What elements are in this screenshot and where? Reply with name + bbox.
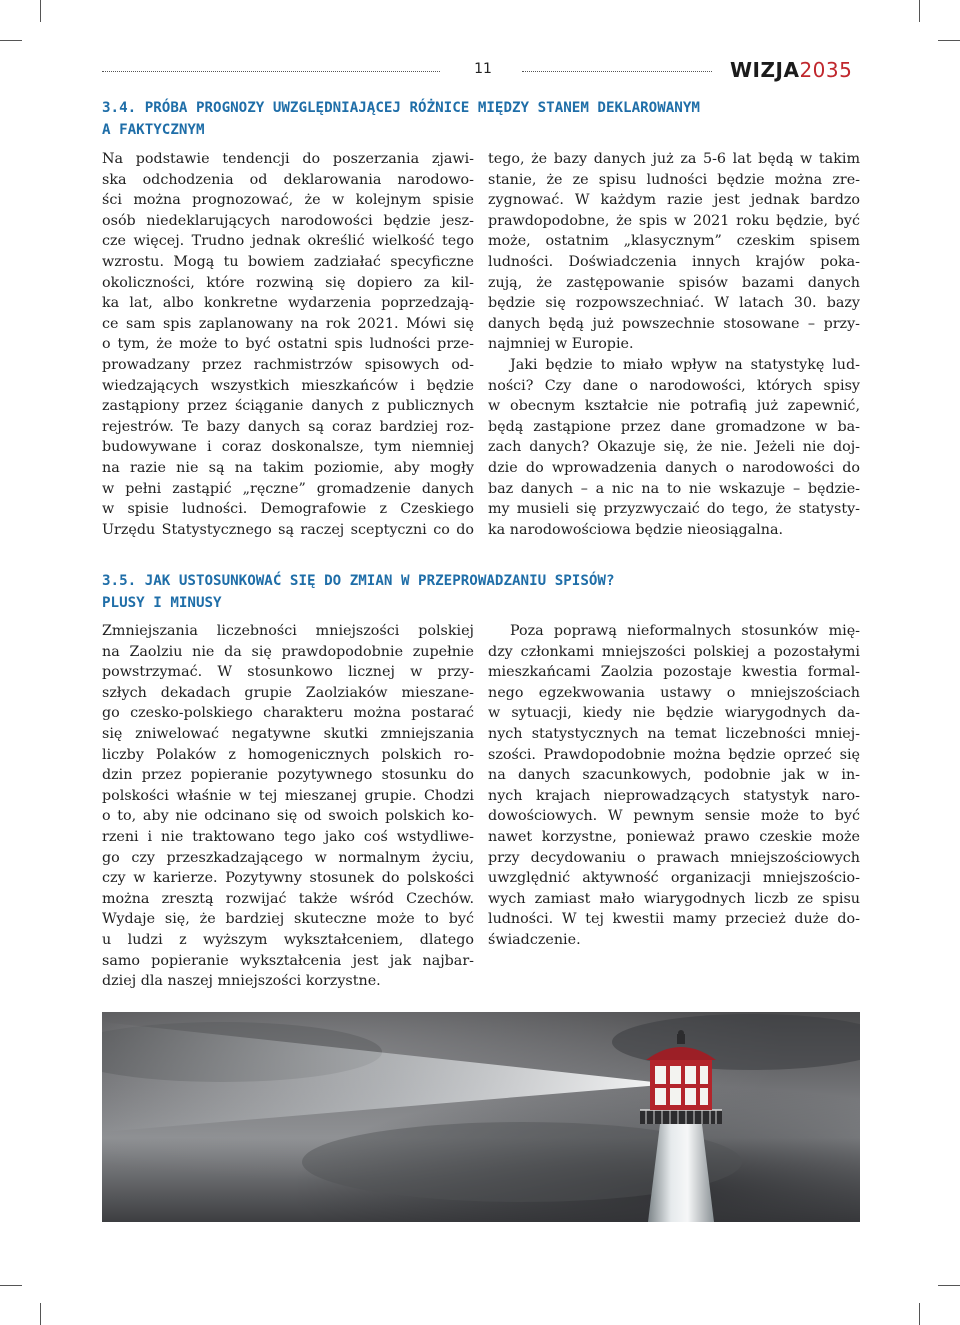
page-number: 11 bbox=[474, 61, 492, 77]
text-line: my musieli się przyzwyczaić do tego, że statysty- bbox=[488, 501, 860, 518]
text-line: nego egzekwowania ustawy o mniejszościach bbox=[488, 684, 860, 701]
text-line: samo popieranie wykształcenia jest jak najbar- bbox=[102, 952, 474, 969]
crop-mark bbox=[40, 1303, 41, 1325]
text-line: można zresztą rozwijać także wśród Czechów. bbox=[102, 890, 474, 907]
text-line: wiedzających wszystkich mieszkańców i będzie bbox=[102, 377, 474, 394]
crop-mark bbox=[0, 40, 22, 41]
crop-mark bbox=[938, 40, 960, 41]
text-line: Poza poprawą nieformalnych stosunków mię- bbox=[510, 623, 860, 639]
text-line: na Zaolziu nie da się prawdopodobnie zupełnie bbox=[102, 643, 474, 660]
text-line: go czy przeszkadzającego w normalnym życiu, bbox=[102, 849, 474, 866]
logo-primary: WIZJA bbox=[730, 58, 800, 82]
text-line: ka narodowościowa będzie nieosiągalna. bbox=[488, 521, 784, 538]
text-line: budowywane i coraz doskonalsze, tym niemniej bbox=[102, 439, 474, 456]
text-line: na danych szacunkowych, podobnie jak w in- bbox=[488, 767, 860, 784]
text-line: Wydaje się, że bardziej skuteczne może to być bbox=[102, 911, 474, 928]
header-dotted-rule bbox=[522, 71, 712, 72]
text-line: może, ostatnim „klasycznym” czeskim spisem bbox=[488, 233, 860, 250]
text-line: dzy członkami mniejszości polskiej a pozostałymi bbox=[488, 643, 860, 660]
text-line: dziej dla naszej mniejszości korzystne. bbox=[102, 973, 381, 990]
text-line: Jaki będzie to miało wpływ na statystykę lud- bbox=[510, 356, 860, 373]
text-line: o to, aby nie odcinano się od swoich polskich ko- bbox=[102, 808, 474, 825]
text-line: się zniwelować negatywne skutki zmniejszania bbox=[102, 725, 474, 742]
text-line: wzrostu. Mogą tu bowiem zadziałać specyficzne bbox=[102, 253, 474, 270]
text-line: Na podstawie tendencji do poszerzania zjawi- bbox=[102, 151, 474, 167]
crop-mark bbox=[0, 1285, 22, 1286]
page-header bbox=[102, 58, 860, 84]
text-line: ności? Czy dane o narodowości, których spisy bbox=[488, 377, 860, 394]
text-line: szłych dekadach grupie Zaolziaków mieszane- bbox=[102, 684, 474, 701]
text-line: w spisie ludności. Demografowie z Czeskiego bbox=[102, 501, 474, 518]
text-line: Zmniejszania liczebności mniejszości polskiej bbox=[102, 623, 474, 639]
crop-mark bbox=[938, 1285, 960, 1286]
text-line: mieszkańcami Zaolzia pozostaje kwestia formal- bbox=[488, 664, 860, 681]
text-line: najmniej w Europie. bbox=[488, 336, 634, 353]
title-line: 3.4. PRÓBA PROGNOZY UWZGLĘDNIAJĄCEJ RÓŻNICE MIĘDZY STANEM DEKLAROWANYM bbox=[102, 100, 700, 116]
text-line: dowościowych. W pewnym sensie może to być bbox=[488, 808, 860, 825]
text-line: będą zastąpione przez dane gromadzone w ba- bbox=[488, 418, 860, 435]
text-line: uwzględnić aktywność organizacji mniejszościo- bbox=[488, 870, 860, 887]
text-line: baz danych – a nic na to nie wskazuje – będzie- bbox=[488, 480, 860, 497]
text-line: ludności. W tej kwestii mamy przecież duże do- bbox=[488, 911, 860, 928]
text-line: u ludzi z wyższym wykształceniem, dlatego bbox=[102, 931, 474, 948]
text-line: ka lat, albo konkretne wydarzenia poprzedzają- bbox=[102, 295, 474, 312]
text-line: nych krajach nieprowadzących statystyk naro- bbox=[488, 787, 860, 804]
text-line: czy w karierze. Pozytywny stosunek do polskości bbox=[102, 870, 474, 887]
section-title-3-5 bbox=[102, 570, 860, 614]
section-3-5-column-right bbox=[488, 621, 860, 951]
text-line: ska odchodzenia od deklarowania narodowo- bbox=[102, 171, 474, 188]
text-line: nych statystycznych na temat liczebności mniej- bbox=[488, 725, 860, 742]
text-line: okoliczności, które rozwiną się dopiero za kil- bbox=[102, 274, 474, 291]
text-line: powstrzymać. W stosunkowo licznej w przy- bbox=[102, 664, 474, 681]
section-3-5-column-left bbox=[102, 621, 474, 992]
text-line: go czesko-polskiego charakteru można postarać bbox=[102, 705, 474, 722]
section-3-4-column-left bbox=[102, 149, 474, 540]
text-line: zastąpiony przez ściąganie danych z publicznych bbox=[102, 398, 474, 415]
lighthouse-photo bbox=[102, 1012, 860, 1222]
section-3-4-column-right bbox=[488, 149, 860, 540]
text-line: przy decydowaniu o prawach mniejszościowych bbox=[488, 849, 860, 866]
text-line: rzeni i nie traktowano tego jako coś wstydliwe- bbox=[102, 828, 474, 845]
text-line: zują, że zastępowanie spisów bazami danych bbox=[488, 274, 860, 291]
text-line: w sytuacji, kiedy nie będzie wiarygodnych da- bbox=[488, 705, 860, 722]
title-line: A FAKTYCZNYM bbox=[102, 122, 205, 138]
text-line: o tym, że może to być ostatni spis ludności prze- bbox=[102, 336, 474, 353]
logo-secondary: 2035 bbox=[799, 58, 853, 82]
text-line: ce sam spis zaplanowany na rok 2021. Mówi się bbox=[102, 315, 474, 332]
crop-mark bbox=[40, 0, 41, 22]
text-line: polskości właśnie w tej mieszanej grupie. Chodzi bbox=[102, 787, 474, 804]
title-line: 3.5. JAK USTOSUNKOWAĆ SIĘ DO ZMIAN W PRZEPROWADZANIU SPISÓW? bbox=[102, 573, 615, 589]
text-line: tego, że bazy danych już za 5-6 lat będą w takim bbox=[488, 151, 860, 167]
wizja-logo bbox=[730, 58, 852, 84]
text-line: ludności. Doświadczenia innych krajów poka- bbox=[488, 253, 860, 270]
section-title-3-4 bbox=[102, 97, 860, 141]
text-line: na razie nie są na takim poziomie, aby mogły bbox=[102, 459, 474, 476]
header-dotted-rule bbox=[102, 71, 440, 72]
text-line: w pełni zastąpić „ręczne” gromadzenie danych bbox=[102, 480, 474, 497]
lighthouse-icon bbox=[102, 1012, 860, 1222]
text-line: będzie się rozpowszechniać. W latach 30. bazy bbox=[488, 295, 860, 312]
text-line: danych będą już powszechnie stosowane – przy- bbox=[488, 315, 860, 332]
text-line: nawet korzystne, ponieważ prawo czeskie może bbox=[488, 828, 860, 845]
text-line: zygnować. W każdym razie jest jednak bardzo bbox=[488, 192, 860, 209]
text-line: osób niedeklarujących narodowości będzie jesz- bbox=[102, 212, 474, 229]
text-line: prawdopodobne, że spis w 2021 roku będzie, być bbox=[488, 212, 860, 229]
crop-mark bbox=[919, 1303, 920, 1325]
text-line: prowadzany przez rachmistrzów spisowych od- bbox=[102, 356, 474, 373]
text-line: stanie, że ze spisu ludności będzie można zre- bbox=[488, 171, 860, 188]
text-line: wych zamiast mało wiarygodnych liczb ze spisu bbox=[488, 890, 860, 907]
text-line: dzie do wprowadzenia danych o narodowości do bbox=[488, 459, 860, 476]
text-line: świadczenie. bbox=[488, 931, 581, 948]
text-line: w obecnym kształcie nie potrafią już zapewnić, bbox=[488, 398, 860, 415]
text-line: rejestrów. Te bazy danych są coraz bardziej roz- bbox=[102, 418, 474, 435]
text-line: ści można prognozować, że w kolejnym spisie bbox=[102, 192, 474, 209]
text-line: Urzędu Statystycznego są raczej sceptyczni co do bbox=[102, 521, 474, 538]
text-line: cze więcej. Trudno jednak określić wielkość tego bbox=[102, 233, 474, 250]
text-line: szości. Prawdopodobnie można będzie oprzeć się bbox=[488, 746, 860, 763]
text-line: dzin przez popieranie pozytywnego stosunku do bbox=[102, 767, 474, 784]
text-line: zach danych? Okazuje się, że nie. Jeżeli nie doj- bbox=[488, 439, 860, 456]
text-line: liczby Polaków z homogenicznych polskich ro- bbox=[102, 746, 474, 763]
title-line: PLUSY I MINUSY bbox=[102, 595, 222, 611]
crop-mark bbox=[919, 0, 920, 22]
